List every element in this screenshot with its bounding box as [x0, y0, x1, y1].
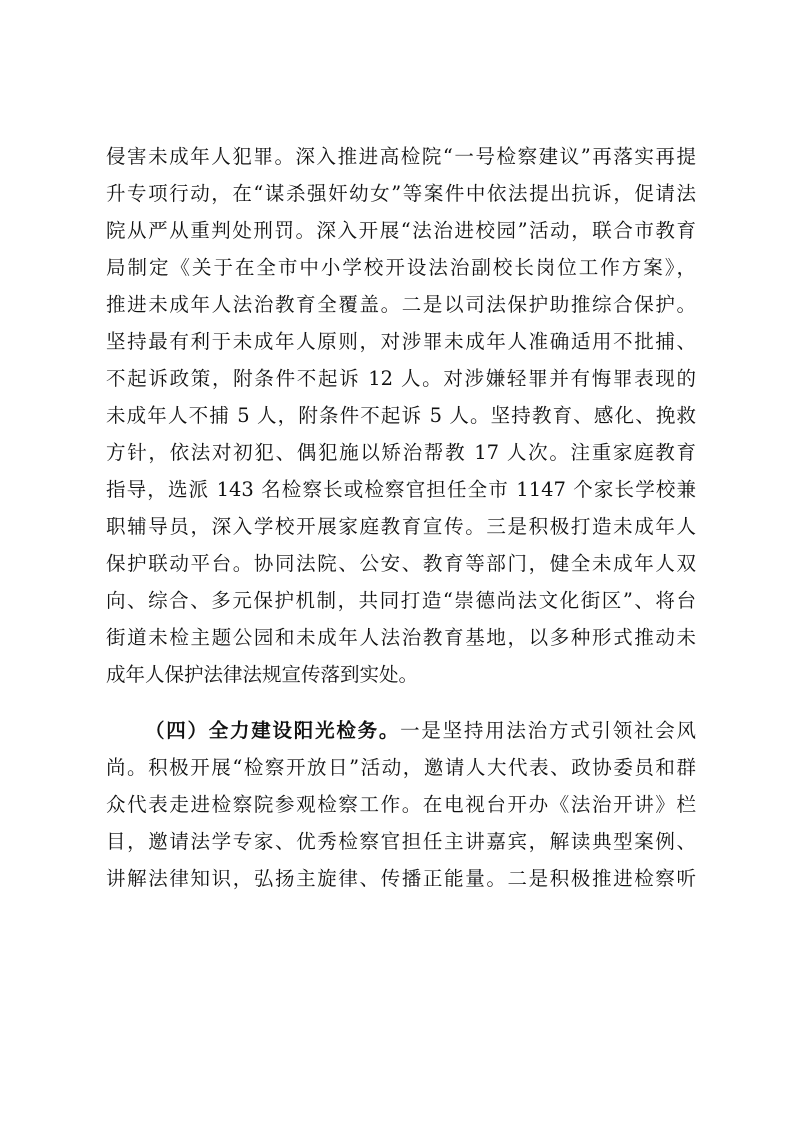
body-text-line: 街道未检主题公园和未成年人法治教育基地，以多种形式推动未 — [106, 626, 696, 649]
body-text-line: 不起诉政策，附条件不起诉 12 人。对涉嫌轻罪并有悔罪表现的 — [106, 367, 696, 390]
body-text-line: 推进未成年人法治教育全覆盖。二是以司法保护助推综合保护。 — [106, 293, 696, 316]
body-text-line: 目，邀请法学专家、优秀检察官担任主讲嘉宾，解读典型案例、 — [106, 830, 696, 853]
body-text-line: 讲解法律知识，弘扬主旋律、传播正能量。二是积极推进检察听 — [106, 867, 696, 890]
body-text-line: 众代表走进检察院参观检察工作。在电视台开办《法治开讲》栏 — [106, 793, 696, 816]
body-text-line: 升专项行动，在“谋杀强奸幼女”等案件中依法提出抗诉，促请法 — [106, 182, 696, 205]
body-text-line: 局制定《关于在全市中小学校开设法治副校长岗位工作方案》， — [106, 256, 696, 279]
body-text-line: 向、综合、多元保护机制，共同打造“崇德尚法文化街区”、将台 — [106, 589, 696, 612]
body-text-line: 坚持最有利于未成年人原则，对涉罪未成年人准确适用不批捕、 — [106, 330, 696, 353]
body-text-line: 保护联动平台。协同法院、公安、教育等部门，健全未成年人双 — [106, 552, 696, 575]
body-text-line: 侵害未成年人犯罪。深入推进高检院“一号检察建议”再落实再提 — [106, 145, 696, 168]
section-heading: （四）全力建设阳光检务。 — [145, 719, 401, 742]
body-text-line: 未成年人不捕 5 人，附条件不起诉 5 人。坚持教育、感化、挽救 — [106, 404, 696, 427]
body-text-line: 成年人保护法律法规宣传落到实处。 — [106, 663, 419, 686]
body-text-line: 方针，依法对初犯、偶犯施以矫治帮教 17 人次。注重家庭教育 — [106, 441, 696, 464]
body-text-line: 尚。积极开展“检察开放日”活动，邀请人大代表、政协委员和群 — [106, 756, 696, 779]
body-text-run: 一是坚持用法治方式引领社会风 — [400, 719, 696, 742]
body-text-line: 指导，选派 143 名检察长或检察官担任全市 1147 个家长学校兼 — [106, 478, 696, 501]
body-text-line: 职辅导员，深入学校开展家庭教育宣传。三是积极打造未成年人 — [106, 515, 696, 538]
section-first-line — [145, 715, 696, 747]
body-text-line: 院从严从重判处刑罚。深入开展“法治进校园”活动，联合市教育 — [106, 219, 696, 242]
